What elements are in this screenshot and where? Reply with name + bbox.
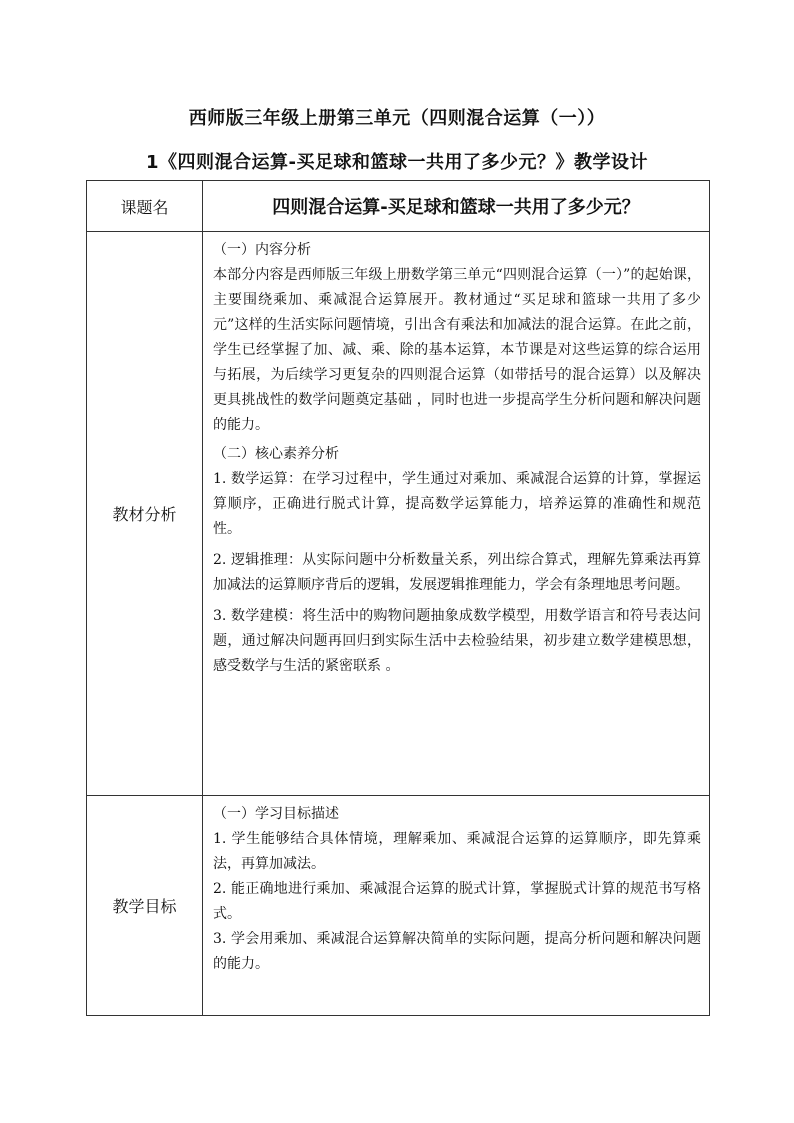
row-material-analysis bbox=[87, 232, 710, 796]
learning-goal-item: 2. 能正确地进行乘加、乘减混合运算的脱式计算，掌握脱式计算的规范书写格式。 bbox=[213, 881, 701, 922]
core-literacy-item: 2. 逻辑推理：从实际问题中分析数量关系，列出综合算式，理解先算乘法再算加减法的运算顺序背后的逻辑，发展逻辑推理能力，学会有条理地思考问题。 bbox=[213, 552, 701, 593]
document-title: 西师版三年级上册第三单元（四则混合运算（一）） bbox=[188, 108, 606, 129]
lesson-plan-table bbox=[86, 180, 710, 1016]
learning-goal-item: 3. 学会用乘加、乘减混合运算解决简单的实际问题，提高分析问题和解决问题的能力。 bbox=[213, 931, 701, 972]
row-topic bbox=[87, 181, 710, 232]
content-analysis-body: 本部分内容是西师版三年级上册数学第三单元“四则混合运算（一）”的起始课，主要围绕乘加、乘减混合运算展开。教材通过“买足球和篮球一共用了多少元”这样的生活实际问题情境，引出含有乘法和加减法的混合运算。在此之前，学生已经掌握了加、减、乘、除的基本运算，本节课是对这些运算的综合运用与拓展，为后续学习更复杂的四则混合运算（如带括号的混合运算）以及解决更具挑战性的数学问题奠定基础 ，同时也进一步提高学生分析问题和解决问题的能力。 bbox=[213, 267, 701, 433]
material-analysis-content bbox=[203, 232, 710, 796]
learning-goals-heading: （一）学习目标描述 bbox=[213, 806, 339, 822]
topic-value: 四则混合运算-买足球和篮球一共用了多少元？ bbox=[203, 181, 710, 232]
topic-label: 课题名 bbox=[87, 181, 203, 232]
material-analysis-label: 教材分析 bbox=[87, 232, 203, 796]
core-literacy-heading: （二）核心素养分析 bbox=[213, 446, 339, 462]
document-subtitle: 1《四则混合运算-买足球和篮球一共用了多少元？》教学设计 bbox=[146, 152, 648, 173]
core-literacy-item: 3. 数学建模：将生活中的购物问题抽象成数学模型，用数学语言和符号表达问题，通过解决问题再回归到实际生活中去检验结果，初步建立数学建模思想，感受数学与生活的紧密联系 。 bbox=[213, 608, 701, 674]
learning-goal-item: 1. 学生能够结合具体情境，理解乘加、乘减混合运算的运算顺序，即先算乘法，再算加减法。 bbox=[213, 831, 701, 872]
content-analysis-heading: （一）内容分析 bbox=[213, 242, 311, 258]
row-teaching-goals bbox=[87, 796, 710, 1016]
teaching-goals-label: 教学目标 bbox=[87, 796, 203, 1016]
teaching-goals-content bbox=[203, 796, 710, 1016]
core-literacy-item: 1. 数学运算：在学习过程中，学生通过对乘加、乘减混合运算的计算，掌握运算顺序，正确进行脱式计算，提高数学运算能力，培养运算的准确性和规范性。 bbox=[213, 471, 701, 537]
